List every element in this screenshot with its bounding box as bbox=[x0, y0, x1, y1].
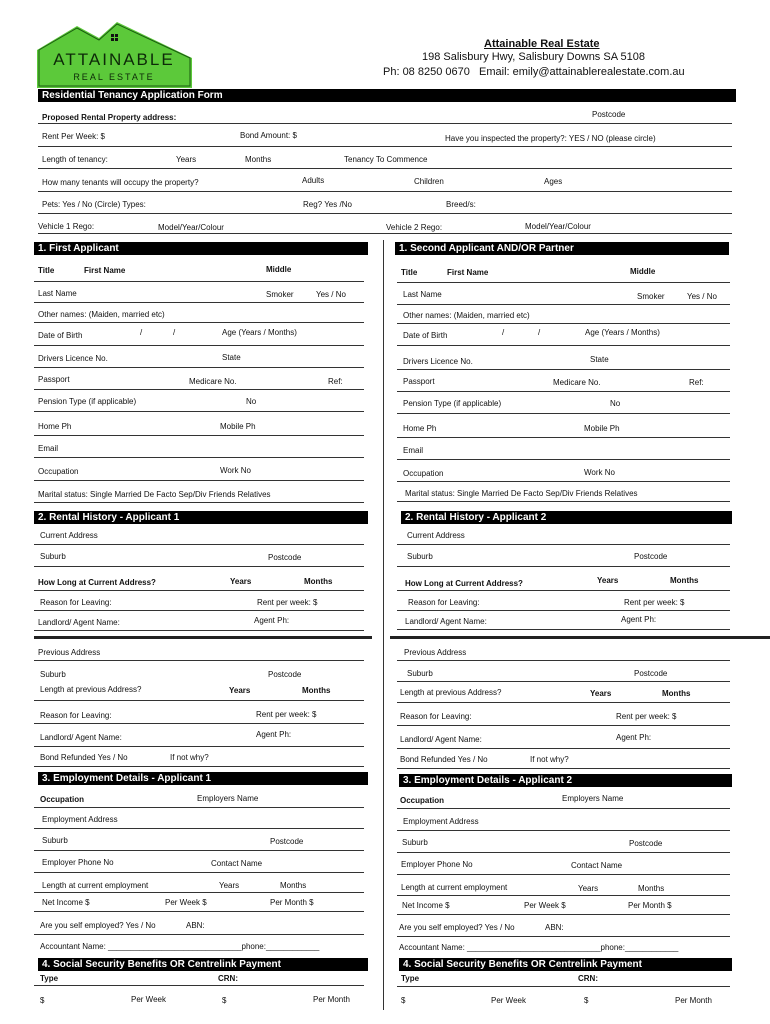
a2-smoker-yesno[interactable]: Yes / No bbox=[687, 292, 717, 301]
r1-prev-reason-field[interactable] bbox=[34, 723, 364, 724]
a2-email-field[interactable] bbox=[397, 459, 730, 460]
a1-smoker-label: Smoker bbox=[266, 290, 294, 299]
property-address-label: Proposed Rental Property address: bbox=[42, 113, 177, 122]
s1-dollar2: $ bbox=[222, 996, 227, 1005]
a2-smoker-label: Smoker bbox=[637, 292, 665, 301]
company-contact bbox=[383, 66, 685, 78]
e1-postcode-label: Postcode bbox=[270, 837, 304, 846]
a1-occupation-label: Occupation bbox=[38, 467, 79, 476]
company-phone: Ph: 08 8250 0670 bbox=[383, 66, 470, 78]
e2-phone-field[interactable] bbox=[397, 874, 730, 875]
r1-prev-reason-label: Reason for Leaving: bbox=[40, 711, 112, 720]
a1-passport-field[interactable] bbox=[34, 389, 364, 390]
r1-years-label: Years bbox=[230, 577, 252, 586]
e2-emp-phone-label: Employer Phone No bbox=[401, 860, 473, 869]
a2-phone-field[interactable] bbox=[397, 437, 730, 438]
a2-lastname-label: Last Name bbox=[403, 290, 442, 299]
tenancy-months-label: Months bbox=[245, 155, 272, 164]
length-tenancy-label: Length of tenancy: bbox=[42, 155, 108, 164]
e2-years-label: Years bbox=[578, 884, 599, 893]
rental1-header: 2. Rental History - Applicant 1 bbox=[34, 511, 368, 524]
tenancy-commence-label: Tenancy To Commence bbox=[344, 155, 428, 164]
a1-workno-label: Work No bbox=[220, 466, 251, 475]
e2-abn-field[interactable] bbox=[397, 936, 730, 937]
rental2-header: 2. Rental History - Applicant 2 bbox=[401, 511, 732, 524]
r1-bond-field[interactable] bbox=[34, 766, 364, 767]
a2-middle-label: Middle bbox=[630, 267, 656, 276]
r1-current-address-label: Current Address bbox=[40, 531, 98, 540]
e1-phone-field[interactable] bbox=[34, 872, 364, 873]
s2-crn-label: CRN: bbox=[578, 974, 598, 983]
r2-bond-refunded-label[interactable]: Bond Refunded Yes / No bbox=[400, 755, 488, 764]
a2-dob-label: Date of Birth bbox=[403, 331, 448, 340]
r2-how-long-label: How Long at Current Address? bbox=[405, 579, 523, 588]
breeds-label: Breed/s: bbox=[446, 200, 476, 209]
a2-medicare-label: Medicare No. bbox=[553, 378, 601, 387]
rent-label: Rent Per Week: $ bbox=[42, 132, 105, 141]
a2-other-names-field[interactable] bbox=[397, 323, 730, 324]
a1-middle-label: Middle bbox=[266, 265, 292, 274]
a1-medicare-label: Medicare No. bbox=[189, 377, 237, 386]
a2-ref-label: Ref: bbox=[689, 378, 704, 387]
e2-postcode-label: Postcode bbox=[629, 839, 663, 848]
a1-marital-line bbox=[34, 502, 364, 503]
how-many-label: How many tenants will occupy the property? bbox=[42, 178, 199, 187]
vehicle1-label: Vehicle 1 Rego: bbox=[38, 222, 95, 231]
e2-per-week-label: Per Week $ bbox=[524, 901, 566, 910]
employment2-header: 3. Employment Details - Applicant 2 bbox=[399, 774, 732, 787]
a1-lastname-label: Last Name bbox=[38, 289, 77, 298]
e1-abn-field[interactable] bbox=[34, 934, 364, 935]
r2-length-prev-field[interactable] bbox=[397, 702, 730, 703]
a2-title-label: Title bbox=[401, 268, 418, 277]
e1-occupation-label: Occupation bbox=[40, 795, 85, 804]
e1-emp-address-label: Employment Address bbox=[42, 815, 118, 824]
a2-state-label: State bbox=[590, 355, 609, 364]
r1-prev-landlord-label: Landlord/ Agent Name: bbox=[40, 733, 122, 742]
r1-landlord-label: Landlord/ Agent Name: bbox=[38, 618, 120, 627]
a1-other-names-label: Other names: (Maiden, married etc) bbox=[38, 310, 165, 319]
a1-name-field[interactable] bbox=[34, 281, 364, 282]
a1-phone-field[interactable] bbox=[34, 435, 364, 436]
r1-prev-address-label: Previous Address bbox=[38, 648, 101, 657]
vehicle2-label: Vehicle 2 Rego: bbox=[386, 223, 443, 232]
s1-per-month-label: Per Month bbox=[313, 995, 350, 1004]
pets-field[interactable] bbox=[38, 213, 732, 214]
r2-prev-reason-label: Reason for Leaving: bbox=[400, 712, 472, 721]
e2-occupation-label: Occupation bbox=[400, 796, 445, 805]
r2-prev-months-label: Months bbox=[662, 689, 691, 698]
r2-prev-suburb-field[interactable] bbox=[397, 681, 730, 682]
r2-length-prev-label: Length at previous Address? bbox=[400, 688, 502, 697]
r2-prev-reason-field[interactable] bbox=[397, 725, 730, 726]
s1-type-field[interactable] bbox=[34, 985, 364, 986]
a1-age-label: Age (Years / Months) bbox=[222, 328, 297, 337]
a1-pension-field[interactable] bbox=[34, 411, 364, 412]
r1-prev-agentph-label: Agent Ph: bbox=[256, 730, 292, 739]
r2-postcode-label: Postcode bbox=[634, 552, 668, 561]
a1-dob-slash1: / bbox=[140, 328, 143, 337]
a2-pension-field[interactable] bbox=[397, 413, 730, 414]
r2-suburb-label: Suburb bbox=[407, 552, 433, 561]
r2-rent-label: Rent per week: $ bbox=[624, 598, 685, 607]
s2-dollar1: $ bbox=[401, 996, 406, 1005]
r1-separator bbox=[34, 636, 372, 639]
s1-type-label: Type bbox=[40, 974, 59, 983]
e2-self-employed-label[interactable]: Are you self employed? Yes / No bbox=[399, 923, 515, 932]
a1-dob-slash2: / bbox=[173, 328, 176, 337]
r2-current-address-field[interactable] bbox=[397, 544, 730, 545]
s2-per-week-label: Per Week bbox=[491, 996, 526, 1005]
r2-landlord-field[interactable] bbox=[397, 629, 730, 630]
a1-mobile-label: Mobile Ph bbox=[220, 422, 256, 431]
r2-prev-rent-label: Rent per week: $ bbox=[616, 712, 677, 721]
a2-marital-line bbox=[397, 501, 730, 502]
r1-prev-years-label: Years bbox=[229, 686, 251, 695]
a2-name-field[interactable] bbox=[397, 282, 730, 283]
a2-occupation-label: Occupation bbox=[403, 469, 444, 478]
e2-emp-address-field[interactable] bbox=[397, 830, 730, 831]
e2-net-income-label: Net Income $ bbox=[402, 901, 450, 910]
inspected-label: Have you inspected the property?: YES / NO (please circle) bbox=[445, 134, 656, 143]
e2-suburb-label: Suburb bbox=[402, 838, 428, 847]
e2-accountant-label[interactable]: Accountant Name: ______________________________phone:____________ bbox=[399, 943, 679, 952]
e1-years-label: Years bbox=[219, 881, 240, 890]
e1-per-month-label: Per Month $ bbox=[270, 898, 314, 907]
a2-licence-field[interactable] bbox=[397, 369, 730, 370]
e2-suburb-field[interactable] bbox=[397, 852, 730, 853]
s1-dollar1: $ bbox=[40, 996, 45, 1005]
e2-months-label: Months bbox=[638, 884, 665, 893]
e1-contact-label: Contact Name bbox=[211, 859, 263, 868]
r2-reason-label: Reason for Leaving: bbox=[408, 598, 480, 607]
r1-if-not-label: If not why? bbox=[170, 753, 209, 762]
r2-prev-landlord-field[interactable] bbox=[397, 748, 730, 749]
r2-prev-suburb-label: Suburb bbox=[407, 669, 433, 678]
r1-suburb-field[interactable] bbox=[34, 566, 364, 567]
a2-email-label: Email bbox=[403, 446, 424, 455]
a2-homeph-label: Home Ph bbox=[403, 424, 437, 433]
e2-employers-name-label: Employers Name bbox=[562, 794, 624, 803]
r1-reason-field[interactable] bbox=[34, 610, 364, 611]
r2-if-not-label: If not why? bbox=[530, 755, 569, 764]
ages-label: Ages bbox=[544, 177, 563, 186]
a1-lastname-field[interactable] bbox=[34, 302, 364, 303]
e1-income-field[interactable] bbox=[34, 911, 364, 912]
a2-dob-field[interactable] bbox=[397, 345, 730, 346]
r1-agentph-label: Agent Ph: bbox=[254, 616, 290, 625]
logo-text-main: ATTAINABLE bbox=[53, 50, 175, 69]
e2-contact-label: Contact Name bbox=[571, 861, 623, 870]
r1-prev-suburb-label: Suburb bbox=[40, 670, 66, 679]
company-logo bbox=[37, 20, 192, 88]
a2-passport-field[interactable] bbox=[397, 391, 730, 392]
a1-email-label: Email bbox=[38, 444, 59, 453]
e1-per-week-label: Per Week $ bbox=[165, 898, 207, 907]
r1-current-address-field[interactable] bbox=[34, 544, 364, 545]
a1-smoker-yesno[interactable]: Yes / No bbox=[316, 290, 346, 299]
e2-abn-label: ABN: bbox=[545, 923, 564, 932]
s1-crn-label: CRN: bbox=[218, 974, 238, 983]
r1-postcode-label: Postcode bbox=[268, 553, 302, 562]
tenancy-field[interactable] bbox=[38, 168, 732, 169]
a1-marital-label[interactable]: Marital status: Single Married De Facto Sep/Div Friends Relatives bbox=[38, 490, 271, 499]
applicant1-header: 1. First Applicant bbox=[34, 242, 368, 255]
a2-marital-label[interactable]: Marital status: Single Married De Facto Sep/Div Friends Relatives bbox=[405, 489, 638, 498]
r1-reason-label: Reason for Leaving: bbox=[40, 598, 112, 607]
column-divider bbox=[383, 240, 384, 1010]
r1-months-label: Months bbox=[304, 577, 333, 586]
r1-how-long-field[interactable] bbox=[34, 590, 364, 591]
e1-net-income-label: Net Income $ bbox=[42, 898, 90, 907]
a1-firstname-label: First Name bbox=[84, 266, 126, 275]
s2-per-month-label: Per Month bbox=[675, 996, 712, 1005]
r1-length-prev-field[interactable] bbox=[34, 700, 364, 701]
r1-prev-postcode-label: Postcode bbox=[268, 670, 302, 679]
s2-dollar2: $ bbox=[584, 996, 589, 1005]
a1-occupation-field[interactable] bbox=[34, 480, 364, 481]
e2-length-field[interactable] bbox=[397, 895, 730, 896]
adults-label: Adults bbox=[302, 176, 325, 185]
a2-licence-label: Drivers Licence No. bbox=[403, 357, 473, 366]
a1-dob-label: Date of Birth bbox=[38, 331, 83, 340]
employment1-header: 3. Employment Details - Applicant 1 bbox=[38, 772, 368, 785]
r2-reason-field[interactable] bbox=[397, 610, 730, 611]
a1-licence-label: Drivers Licence No. bbox=[38, 354, 108, 363]
r2-prev-years-label: Years bbox=[590, 689, 612, 698]
r2-months-label: Months bbox=[670, 576, 699, 585]
a2-occupation-field[interactable] bbox=[397, 481, 730, 482]
r1-landlord-field[interactable] bbox=[34, 630, 364, 631]
a2-other-names-label: Other names: (Maiden, married etc) bbox=[403, 311, 530, 320]
s1-per-week-label: Per Week bbox=[131, 995, 166, 1004]
e1-length-label: Length at current employment bbox=[42, 881, 149, 890]
r2-prev-agentph-label: Agent Ph: bbox=[616, 733, 652, 742]
a1-pension-label: Pension Type (if applicable) bbox=[38, 397, 137, 406]
children-label: Children bbox=[414, 177, 444, 186]
e2-income-field[interactable] bbox=[397, 914, 730, 915]
a1-homeph-label: Home Ph bbox=[38, 422, 72, 431]
a1-dob-field[interactable] bbox=[34, 345, 364, 346]
rent-field[interactable] bbox=[38, 146, 732, 147]
occupants-field[interactable] bbox=[38, 191, 732, 192]
a1-ref-label: Ref: bbox=[328, 377, 343, 386]
r2-how-long-field[interactable] bbox=[397, 590, 730, 591]
bond-label: Bond Amount: $ bbox=[240, 131, 297, 140]
a1-other-names-field[interactable] bbox=[34, 322, 364, 323]
e1-suburb-field[interactable] bbox=[34, 850, 364, 851]
e1-months-label: Months bbox=[280, 881, 307, 890]
a2-pension-label: Pension Type (if applicable) bbox=[403, 399, 502, 408]
a2-passport-label: Passport bbox=[403, 377, 435, 386]
s2-type-field[interactable] bbox=[397, 986, 730, 987]
r2-prev-landlord-label: Landlord/ Agent Name: bbox=[400, 735, 482, 744]
a2-lastname-field[interactable] bbox=[397, 304, 730, 305]
e1-length-field[interactable] bbox=[34, 892, 364, 893]
r1-suburb-label: Suburb bbox=[40, 552, 66, 561]
a2-pension-no-label: No bbox=[610, 399, 621, 408]
r1-prev-landlord-field[interactable] bbox=[34, 746, 364, 747]
e2-emp-address-label: Employment Address bbox=[403, 817, 479, 826]
pets-reg-label: Reg? Yes /No bbox=[303, 200, 352, 209]
pets-label: Pets: Yes / No (Circle) Types: bbox=[42, 200, 146, 209]
company-email[interactable]: emily@attainablerealestate.com.au bbox=[512, 66, 685, 78]
r1-prev-address-field[interactable] bbox=[34, 660, 364, 661]
r1-prev-rent-label: Rent per week: $ bbox=[256, 710, 317, 719]
r1-rent-label: Rent per week: $ bbox=[257, 598, 318, 607]
r2-prev-address-field[interactable] bbox=[397, 660, 730, 661]
e1-abn-label: ABN: bbox=[186, 921, 205, 930]
e1-occupation-field[interactable] bbox=[34, 807, 364, 808]
e2-occupation-field[interactable] bbox=[397, 808, 730, 809]
r2-bond-field[interactable] bbox=[397, 768, 730, 769]
r2-prev-address-label: Previous Address bbox=[404, 648, 467, 657]
e1-employers-name-label: Employers Name bbox=[197, 794, 259, 803]
a2-age-label: Age (Years / Months) bbox=[585, 328, 660, 337]
r2-suburb-field[interactable] bbox=[397, 566, 730, 567]
e1-emp-address-field[interactable] bbox=[34, 828, 364, 829]
r2-years-label: Years bbox=[597, 576, 619, 585]
e1-suburb-label: Suburb bbox=[42, 836, 68, 845]
a2-mobile-label: Mobile Ph bbox=[584, 424, 620, 433]
r1-how-long-label: How Long at Current Address? bbox=[38, 578, 156, 587]
applicant2-header: 1. Second Applicant AND/OR Partner bbox=[395, 242, 729, 255]
r1-prev-months-label: Months bbox=[302, 686, 331, 695]
r2-separator bbox=[390, 636, 770, 639]
email-label: Email: bbox=[479, 66, 510, 78]
social2-header: 4. Social Security Benefits OR Centrelink Payment bbox=[399, 958, 732, 971]
a1-title-label: Title bbox=[38, 266, 55, 275]
e1-self-employed-label[interactable]: Are you self employed? Yes / No bbox=[40, 921, 156, 930]
r2-prev-postcode-label: Postcode bbox=[634, 669, 668, 678]
r2-agentph-label: Agent Ph: bbox=[621, 615, 657, 624]
e1-emp-phone-label: Employer Phone No bbox=[42, 858, 114, 867]
postcode-label: Postcode bbox=[592, 110, 626, 119]
e1-accountant-label[interactable]: Accountant Name: ______________________________phone:____________ bbox=[40, 942, 320, 951]
company-address: 198 Salisbury Hwy, Salisbury Downs SA 5108 bbox=[422, 51, 645, 63]
logo-text-sub: REAL ESTATE bbox=[73, 72, 155, 82]
a1-licence-field[interactable] bbox=[34, 367, 364, 368]
a2-dob-slash1: / bbox=[502, 328, 505, 337]
a1-state-label: State bbox=[222, 353, 241, 362]
vehicle-field[interactable] bbox=[38, 233, 732, 234]
social1-header: 4. Social Security Benefits OR Centrelink Payment bbox=[38, 958, 368, 971]
form-title: Residential Tenancy Application Form bbox=[38, 89, 736, 102]
r2-current-address-label: Current Address bbox=[407, 531, 465, 540]
a1-passport-label: Passport bbox=[38, 375, 70, 384]
property-address-field[interactable] bbox=[38, 123, 732, 124]
company-name: Attainable Real Estate bbox=[484, 38, 600, 50]
a2-dob-slash2: / bbox=[538, 328, 541, 337]
tenancy-years-label: Years bbox=[176, 155, 197, 164]
vehicle1-model-label: Model/Year/Colour bbox=[158, 223, 224, 232]
e2-length-label: Length at current employment bbox=[401, 883, 508, 892]
r2-landlord-label: Landlord/ Agent Name: bbox=[405, 617, 487, 626]
vehicle2-model-label: Model/Year/Colour bbox=[525, 222, 591, 231]
a2-firstname-label: First Name bbox=[447, 268, 489, 277]
a1-email-field[interactable] bbox=[34, 457, 364, 458]
s2-type-label: Type bbox=[401, 974, 420, 983]
r1-length-prev-label: Length at previous Address? bbox=[40, 685, 142, 694]
e2-per-month-label: Per Month $ bbox=[628, 901, 672, 910]
a1-pension-no-label: No bbox=[246, 397, 257, 406]
r1-bond-refunded-label[interactable]: Bond Refunded Yes / No bbox=[40, 753, 128, 762]
a2-workno-label: Work No bbox=[584, 468, 615, 477]
